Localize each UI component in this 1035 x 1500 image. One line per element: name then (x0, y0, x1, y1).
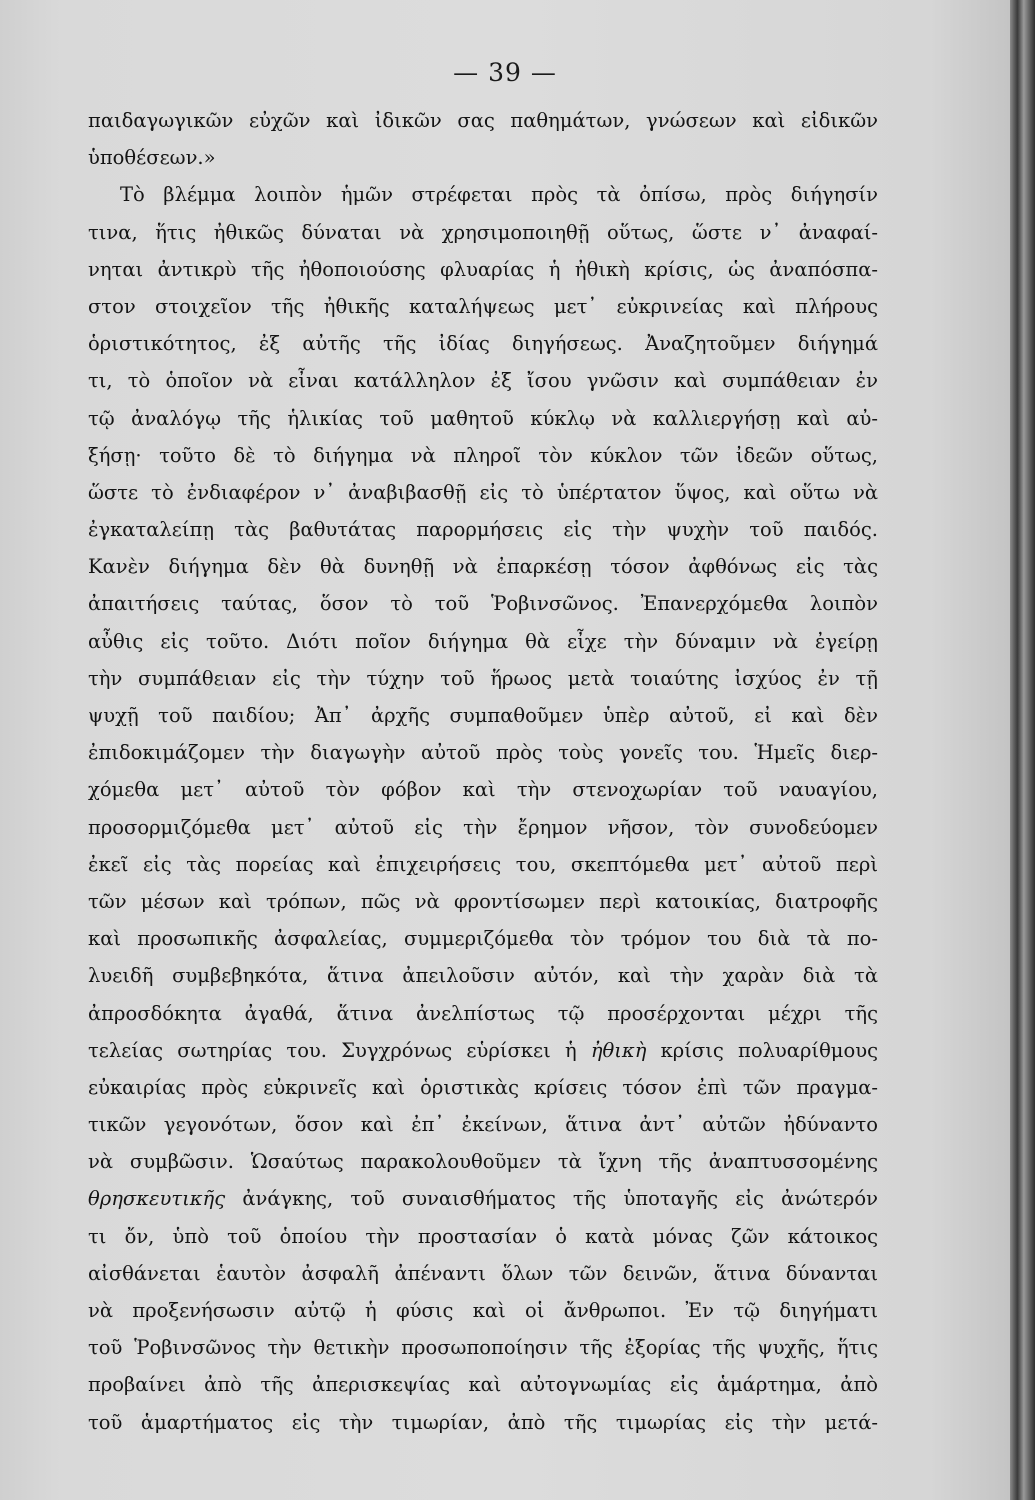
text-line (88, 102, 878, 139)
text-segment: Κανὲν διήγημα δὲν θὰ δυνηθῇ νὰ ἐπαρκέσῃ τόσον ἀφθόνως εἰς τὰς (88, 555, 878, 579)
text-segment: νὰ συμβῶσιν. Ὡσαύτως παρακολουθοῦμεν τὰ ἴχνη τῆς ἀναπτυσσομένης (88, 1150, 878, 1174)
text-segment: καὶ προσωπικῆς ἀσφαλείας, συμμεριζόμεθα τὸν τρόμον του διὰ τὰ πο- (88, 927, 878, 951)
text-line (88, 957, 878, 994)
text-segment: ἀπροσδόκητα ἀγαθά, ἅτινα ἀνελπίστως τῷ προσέρχονται μέχρι τῆς (88, 1001, 878, 1025)
text-segment: παιδαγωγικῶν εὐχῶν καὶ ἰδικῶν σας παθημάτων, γνώσεων καὶ εἰδικῶν (88, 109, 878, 132)
text-line (88, 437, 878, 474)
text-line (88, 1143, 878, 1180)
text-line (88, 176, 878, 213)
text-line (88, 1255, 878, 1292)
text-line (88, 1218, 878, 1255)
text-segment: εὐκαιρίας πρὸς εὐκρινεῖς καὶ ὁριστικὰς κρίσεις τόσον ἐπὶ τῶν πραγμα- (88, 1075, 878, 1099)
text-segment: ὁριστικότητος, ἐξ αὐτῆς τῆς ἰδίας διηγήσεως. Ἀναζητοῦμεν διήγημά (88, 332, 878, 356)
text-line (88, 623, 878, 660)
text-line (88, 883, 878, 920)
text-line (88, 1366, 878, 1403)
italic-term: ἠθικὴ (590, 1038, 647, 1062)
text-segment: τοῦ Ῥοβινσῶνος τὴν θετικὴν προσωποποίησιν τῆς ἐξορίας τῆς ψυχῆς, ἥτις (88, 1336, 878, 1360)
text-line (88, 474, 878, 511)
text-line (88, 697, 878, 734)
text-line (88, 251, 878, 288)
text-line (88, 585, 878, 622)
text-segment: Τὸ βλέμμα λοιπὸν ἡμῶν στρέφεται πρὸς τὰ ὀπίσω, πρὸς διήγησίν (120, 183, 878, 207)
text-line (88, 995, 878, 1032)
text-line (88, 771, 878, 808)
text-line (88, 139, 878, 176)
text-segment: λυειδῆ συμβεβηκότα, ἅτινα ἀπειλοῦσιν αὐτόν, καὶ τὴν χαρὰν διὰ τὰ (88, 964, 878, 988)
text-segment: στον στοιχεῖον τῆς ἠθικῆς καταλήψεως μετ᾽ εὐκρινείας καὶ πλήρους (88, 294, 878, 318)
text-line (88, 809, 878, 846)
text-line (88, 214, 878, 251)
page-number: — 39 — (453, 58, 557, 87)
text-line (88, 511, 878, 548)
text-line (88, 362, 878, 399)
text-line (88, 1292, 878, 1329)
text-line (88, 1180, 878, 1217)
text-segment: ἀνάγκης, τοῦ συναισθήματος τῆς ὑποταγῆς εἰς ἀνώτερόν (225, 1187, 878, 1211)
body-text (88, 102, 878, 1441)
text-line (88, 400, 878, 437)
text-segment: τι, τὸ ὁποῖον νὰ εἶναι κατάλληλον ἐξ ἴσου γνῶσιν καὶ συμπάθειαν ἐν (88, 369, 878, 393)
text-segment: τικῶν γεγονότων, ὅσον καὶ ἐπ᾽ ἐκείνων, ἅτινα ἀντ᾽ αὐτῶν ἠδύναντο (88, 1113, 878, 1137)
text-line (88, 288, 878, 325)
text-segment: προσορμιζόμεθα μετ᾽ αὐτοῦ εἰς τὴν ἔρημον νῆσον, τὸν συνοδεύομεν (88, 815, 878, 839)
text-segment: ἀπαιτήσεις ταύτας, ὅσον τὸ τοῦ Ῥοβινσῶνος. Ἐπανερχόμεθα λοιπὸν (88, 592, 878, 616)
text-segment: τινα, ἥτις ἠθικῶς δύναται νὰ χρησιμοποιηθῇ οὕτως, ὥστε ν᾽ ἀναφαί- (88, 220, 878, 244)
text-segment: τῷ ἀναλόγῳ τῆς ἡλικίας τοῦ μαθητοῦ κύκλῳ νὰ καλλιεργήσῃ καὶ αὐ- (88, 406, 878, 430)
text-segment: ἐκεῖ εἰς τὰς πορείας καὶ ἐπιχειρήσεις του, σκεπτόμεθα μετ᾽ αὐτοῦ περὶ (88, 852, 878, 876)
text-line (88, 660, 878, 697)
text-segment: χόμεθα μετ᾽ αὐτοῦ τὸν φόβον καὶ τὴν στενοχωρίαν τοῦ ναυαγίου, (88, 778, 878, 802)
text-line (88, 1069, 878, 1106)
text-line (88, 1329, 878, 1366)
book-edge (1010, 0, 1035, 1500)
text-segment: αὖθις εἰς τοῦτο. Διότι ποῖον διήγημα θὰ εἶχε τὴν δύναμιν νὰ ἐγείρῃ (88, 629, 878, 653)
text-line (88, 1032, 878, 1069)
text-segment: τελείας σωτηρίας του. Συγχρόνως εὑρίσκει ἡ (88, 1038, 591, 1062)
text-line (88, 1404, 878, 1441)
text-line (88, 1106, 878, 1143)
text-segment: νηται ἀντικρὺ τῆς ἠθοποιούσης φλυαρίας ἡ ἠθικὴ κρίσις, ὡς ἀναπόσπα- (88, 257, 878, 281)
text-segment: ὑποθέσεων.» (88, 146, 216, 170)
text-segment: αἰσθάνεται ἑαυτὸν ἀσφαλῆ ἀπέναντι ὅλων τῶν δεινῶν, ἅτινα δύνανται (88, 1261, 878, 1285)
text-segment: προβαίνει ἀπὸ τῆς ἀπερισκεψίας καὶ αὐτογνωμίας εἰς ἁμάρτημα, ἀπὸ (88, 1373, 878, 1397)
text-line (88, 920, 878, 957)
text-segment: ὥστε τὸ ἐνδιαφέρον ν᾽ ἀναβιβασθῇ εἰς τὸ ὑπέρτατον ὕψος, καὶ οὕτω νὰ (88, 480, 878, 504)
text-segment: τῶν μέσων καὶ τρόπων, πῶς νὰ φροντίσωμεν περὶ κατοικίας, διατροφῆς (88, 889, 878, 913)
text-segment: τι ὄν, ὑπὸ τοῦ ὁποίου τὴν προστασίαν ὁ κατὰ μόνας ζῶν κάτοικος (88, 1224, 878, 1248)
text-segment: ξήσῃ· τοῦτο δὲ τὸ διήγημα νὰ πληροῖ τὸν κύκλον τῶν ἰδεῶν οὕτως, (88, 443, 878, 467)
italic-term: θρησκευτικῆς (88, 1187, 226, 1211)
text-line (88, 325, 878, 362)
text-line (88, 734, 878, 771)
text-line (88, 846, 878, 883)
text-segment: τοῦ ἁμαρτήματος εἰς τὴν τιμωρίαν, ἀπὸ τῆς τιμωρίας εἰς τὴν μετά- (88, 1410, 878, 1434)
text-line (88, 548, 878, 585)
text-segment: ἐγκαταλείπῃ τὰς βαθυτάτας παρορμήσεις εἰς τὴν ψυχὴν τοῦ παιδός. (88, 518, 878, 542)
text-segment: νὰ προξενήσωσιν αὐτῷ ἡ φύσις καὶ οἱ ἄνθρωποι. Ἐν τῷ διηγήματι (88, 1299, 878, 1322)
text-segment: κρίσις πολυαρίθμους (646, 1038, 878, 1062)
text-segment: τὴν συμπάθειαν εἰς τὴν τύχην τοῦ ἥρωος μετὰ τοιαύτης ἰσχύος ἐν τῇ (88, 666, 878, 690)
text-segment: ἐπιδοκιμάζομεν τὴν διαγωγὴν αὐτοῦ πρὸς τοὺς γονεῖς του. Ἡμεῖς διερ- (88, 741, 878, 765)
text-segment: ψυχῇ τοῦ παιδίου; Ἀπ᾽ ἀρχῆς συμπαθοῦμεν ὑπὲρ αὐτοῦ, εἰ καὶ δὲν (88, 704, 878, 727)
